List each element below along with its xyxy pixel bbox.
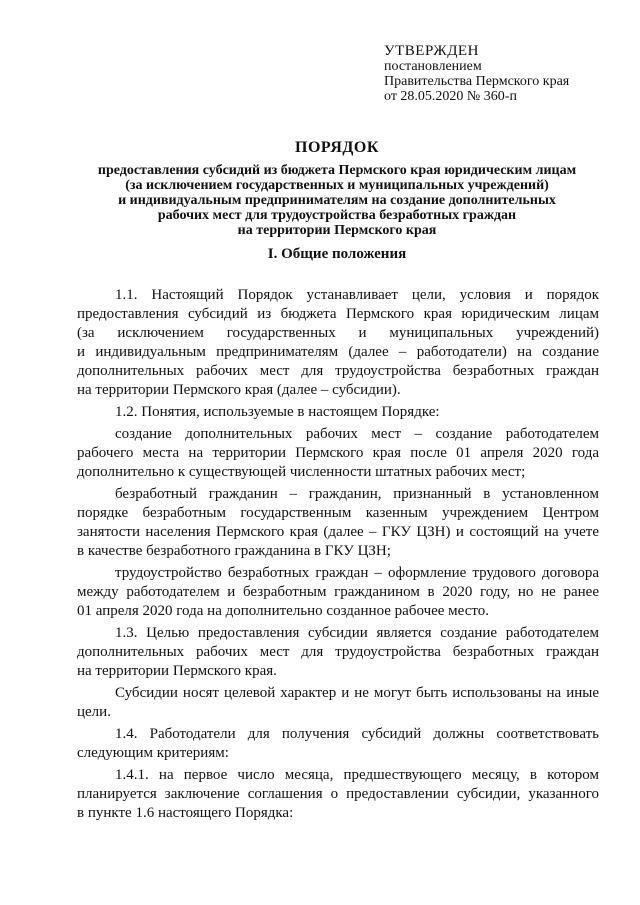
- document-subtitle-line: (за исключением государственных и муниципальных учреждений): [125, 178, 549, 193]
- document-subtitle-line: рабочих мест для трудоустройства безработных граждан: [157, 208, 517, 223]
- paragraph-line: на территории Пермского края (далее – субсидии).: [77, 382, 401, 398]
- paragraph-line: создание дополнительных рабочих мест – создание работодателем: [115, 426, 599, 442]
- paragraph-line: (за исключением государственных и муниципальных учреждений): [77, 325, 599, 341]
- body-paragraph: [77, 286, 599, 400]
- document-title: ПОРЯДОК: [295, 139, 379, 156]
- body-paragraph: [77, 624, 599, 681]
- paragraph-line: в пункте 1.6 настоящего Порядка:: [77, 805, 294, 821]
- approval-line: Правительства Пермского края: [384, 74, 570, 89]
- paragraph-line: 1.4. Работодатели для получения субсидий должны соответствовать: [115, 726, 599, 742]
- document-subtitle-line: предоставления субсидий из бюджета Пермского края юридическим лицам: [97, 163, 577, 178]
- section-heading: I. Общие положения: [267, 246, 407, 262]
- paragraph-line: следующим критериям:: [77, 745, 229, 761]
- paragraph-line: 1.4.1. на первое число месяца, предшествующего месяцу, в котором: [115, 767, 599, 783]
- paragraph-line: на территории Пермского края.: [77, 663, 277, 679]
- document-subtitle-line: и индивидуальным предпринимателям на создание дополнительных: [118, 193, 556, 208]
- document-body: [77, 286, 599, 823]
- paragraph-line: дополнительно к существующей численности штатных рабочих мест;: [77, 464, 526, 480]
- paragraph-line: порядке безработным государственным казенным учреждением Центром: [77, 505, 599, 521]
- body-paragraph: [77, 684, 599, 722]
- paragraph-line: между работодателем и безработным гражданином в 2020 году, но не ранее: [77, 584, 599, 600]
- paragraph-line: в качестве безработного гражданина в ГКУ ЦЗН;: [77, 543, 391, 559]
- paragraph-line: рабочего места на территории Пермского края после 01 апреля 2020 года: [77, 445, 599, 461]
- approval-heading: УТВЕРЖДЕН: [384, 43, 479, 59]
- paragraph-line: цели.: [77, 704, 111, 720]
- paragraph-line: и индивидуальным предпринимателям (далее – работодатели) на создание: [77, 344, 599, 360]
- approval-line: постановлением: [384, 59, 482, 74]
- paragraph-line: 1.1. Настоящий Порядок устанавливает цели, условия и порядок: [115, 287, 599, 303]
- body-paragraph: [77, 425, 599, 482]
- body-paragraph: [77, 485, 599, 561]
- paragraph-line: 1.3. Целью предоставления субсидии является создание работодателем: [115, 625, 599, 641]
- paragraph-line: предоставления субсидий из бюджета Пермского края юридическим лицам: [77, 306, 599, 322]
- paragraph-line: 1.2. Понятия, используемые в настоящем Порядке:: [115, 404, 440, 420]
- paragraph-line: дополнительных рабочих мест для трудоустройства безработных граждан: [77, 363, 599, 379]
- paragraph-line: занятости населения Пермского края (далее – ГКУ ЦЗН) и состоящий на учете: [77, 524, 599, 540]
- body-paragraph: [77, 564, 599, 621]
- body-paragraph: [77, 766, 599, 823]
- paragraph-line: Субсидии носят целевой характер и не могут быть использованы на иные: [115, 685, 599, 701]
- body-paragraph: [77, 403, 599, 422]
- document-title-block: [70, 138, 604, 238]
- paragraph-line: трудоустройство безработных граждан – оформление трудового договора: [115, 565, 599, 581]
- approval-date-line: от 28.05.2020 № 360-п: [384, 89, 517, 104]
- document-subtitle-line: на территории Пермского края: [237, 223, 437, 238]
- body-paragraph: [77, 725, 599, 763]
- paragraph-line: безработный гражданин – гражданин, признанный в установленном: [115, 486, 599, 502]
- paragraph-line: дополнительных рабочих мест для трудоустройства безработных граждан: [77, 644, 599, 660]
- approval-stamp: [384, 44, 624, 104]
- paragraph-line: 01 апреля 2020 года на дополнительно созданное рабочее место.: [77, 603, 489, 619]
- paragraph-line: планируется заключение соглашения о предоставлении субсидии, указанного: [77, 786, 599, 802]
